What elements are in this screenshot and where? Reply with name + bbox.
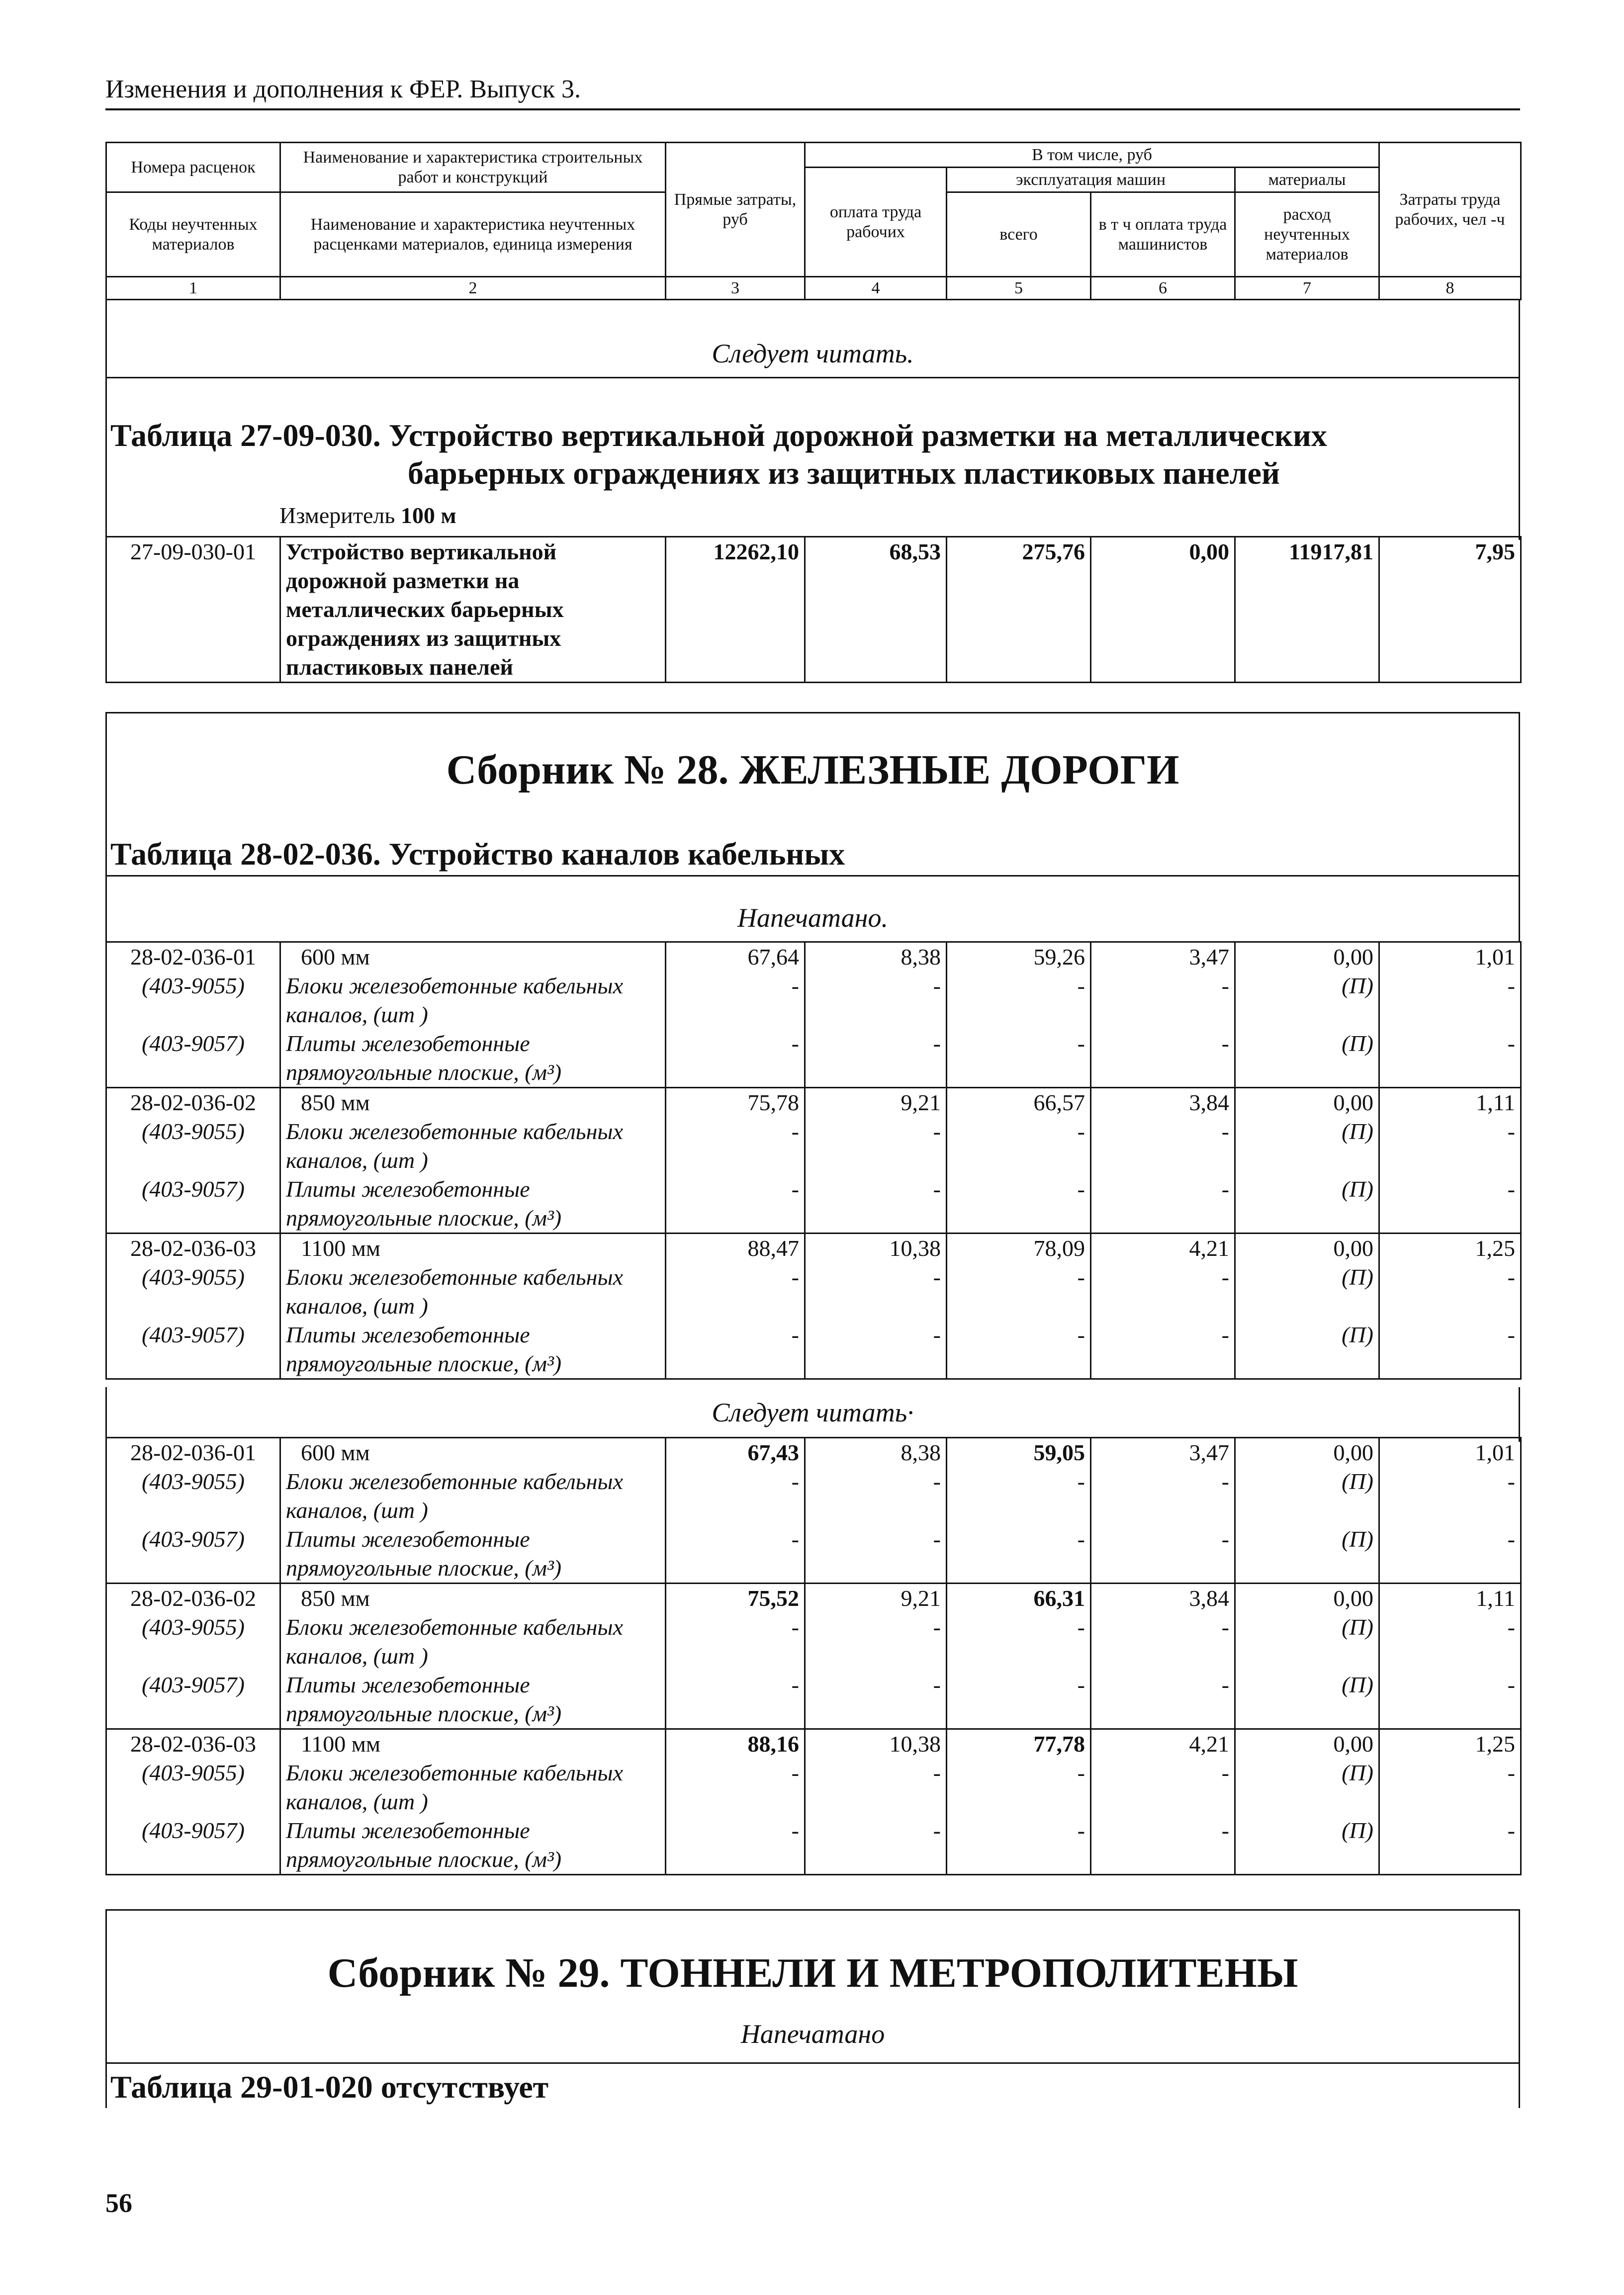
table-title-27-09-030-line2: барьерных ограждениях из защитных пластиковых панелей	[408, 455, 1280, 491]
header-machines: эксплуатация машин	[947, 168, 1235, 192]
col-number: 5	[947, 277, 1091, 300]
notice-printed: Напечатано.	[737, 903, 888, 933]
table-row: 28-02-036-02 (403-9055) (403-9057) 850 мм Блоки железобетонные кабельных каналов, (шт ) Плиты железобетонные прямоугольные плоские, (м³) 75,52 - - 9,21 - - 66,31 - - 3,84 - - 0,00 (П) (П) 1,11 - -	[106, 1584, 1521, 1729]
col-number: 8	[1379, 277, 1521, 300]
col-number: 2	[280, 277, 666, 300]
table-row: 28-02-036-01 (403-9055) (403-9057) 600 мм Блоки железобетонные кабельных каналов, (шт ) Плиты железобетонные прямоугольные плоские, (м³) 67,64 - - 8,38 - - 59,26 - - 3,47 - - 0,00 (П) (П) 1,01 - -	[106, 942, 1521, 1088]
notice-read-corrected: Следует читать·	[712, 1398, 914, 1427]
rates-table-28-02-036-corrected	[105, 1437, 1522, 1875]
col-number: 6	[1091, 277, 1235, 300]
header-machines-total: всего	[947, 192, 1091, 277]
notice-read: Следует читать.	[712, 339, 914, 368]
header-materials-usage: расход неучтенных материалов	[1235, 192, 1379, 277]
col-number: 7	[1235, 277, 1379, 300]
header-rate-numbers: Номера расценок	[106, 143, 280, 192]
table-row: 28-02-036-01 (403-9055) (403-9057) 600 мм Блоки железобетонные кабельных каналов, (шт ) Плиты железобетонные прямоугольные плоские, (м³) 67,43 - - 8,38 - - 59,05 - - 3,47 - - 0,00 (П) (П) 1,01 - -	[106, 1438, 1521, 1584]
header-material-codes: Коды неучтенных материалов	[106, 192, 280, 277]
table-title-29-01-020: Таблица 29-01-020 отсутствует	[110, 2069, 549, 2105]
page-number: 56	[105, 2188, 132, 2218]
table-row: 28-02-036-03 (403-9055) (403-9057) 1100 мм Блоки железобетонные кабельных каналов, (шт ) Плиты железобетонные прямоугольные плоские, (м³) 88,47 - - 10,38 - - 78,09 - - 4,21 - - 0,00 (П) (П) 1,25 - -	[106, 1234, 1521, 1379]
table-row: 27-09-030-01 Устройство вертикальной дорожной разметки на металлических барьерных ограждениях из защитных пластиковых панелей 12262,10 68,53 275,76 0,00 11917,81 7,95	[106, 537, 1521, 683]
table-row: 28-02-036-02 (403-9055) (403-9057) 850 мм Блоки железобетонные кабельных каналов, (шт ) Плиты железобетонные прямоугольные плоские, (м³) 75,78 - - 9,21 - - 66,57 - - 3,84 - - 0,00 (П) (П) 1,11 - -	[106, 1088, 1521, 1234]
header-labor-pay: оплата труда рабочих	[805, 168, 947, 277]
collection-29-title: Сборник № 29. ТОННЕЛИ И МЕТРОПОЛИТЕНЫ	[327, 1950, 1298, 1996]
header-direct-costs: Прямые затраты, руб	[666, 143, 805, 277]
header-in-that-number: В том числе, руб	[805, 143, 1379, 168]
column-header-table	[105, 142, 1522, 300]
header-labor-cost: Затраты труда рабочих, чел -ч	[1379, 143, 1521, 277]
table-title-28-02-036: Таблица 28-02-036. Устройство каналов кабельных	[110, 836, 845, 872]
collection-28-title: Сборник № 28. ЖЕЛЕЗНЫЕ ДОРОГИ	[446, 747, 1179, 793]
notice-printed-29: Напечатано	[740, 2019, 885, 2049]
header-material-names: Наименование и характеристика неучтенных расценками материалов, единица измерения	[280, 192, 666, 277]
rates-table-27-09-030	[105, 536, 1522, 683]
header-rule	[105, 108, 1520, 110]
rates-table-28-02-036-printed	[105, 941, 1522, 1380]
unit-of-measure: Измеритель 100 м	[279, 503, 456, 528]
table-title-27-09-030-line1: Таблица 27-09-030. Устройство вертикальной дорожной разметки на металлических	[110, 418, 1327, 453]
col-number: 4	[805, 277, 947, 300]
running-header: Изменения и дополнения к ФЕР. Выпуск 3.	[105, 75, 581, 103]
col-number: 3	[666, 277, 805, 300]
col-number: 1	[106, 277, 280, 300]
header-machinists-pay: в т ч оплата труда машинистов	[1091, 192, 1235, 277]
header-work-name: Наименование и характеристика строительных работ и конструкций	[280, 143, 666, 192]
header-materials: материалы	[1235, 168, 1379, 192]
table-row: 28-02-036-03 (403-9055) (403-9057) 1100 мм Блоки железобетонные кабельных каналов, (шт ) Плиты железобетонные прямоугольные плоские, (м³) 88,16 - - 10,38 - - 77,78 - - 4,21 - - 0,00 (П) (П) 1,25 - -	[106, 1729, 1521, 1875]
